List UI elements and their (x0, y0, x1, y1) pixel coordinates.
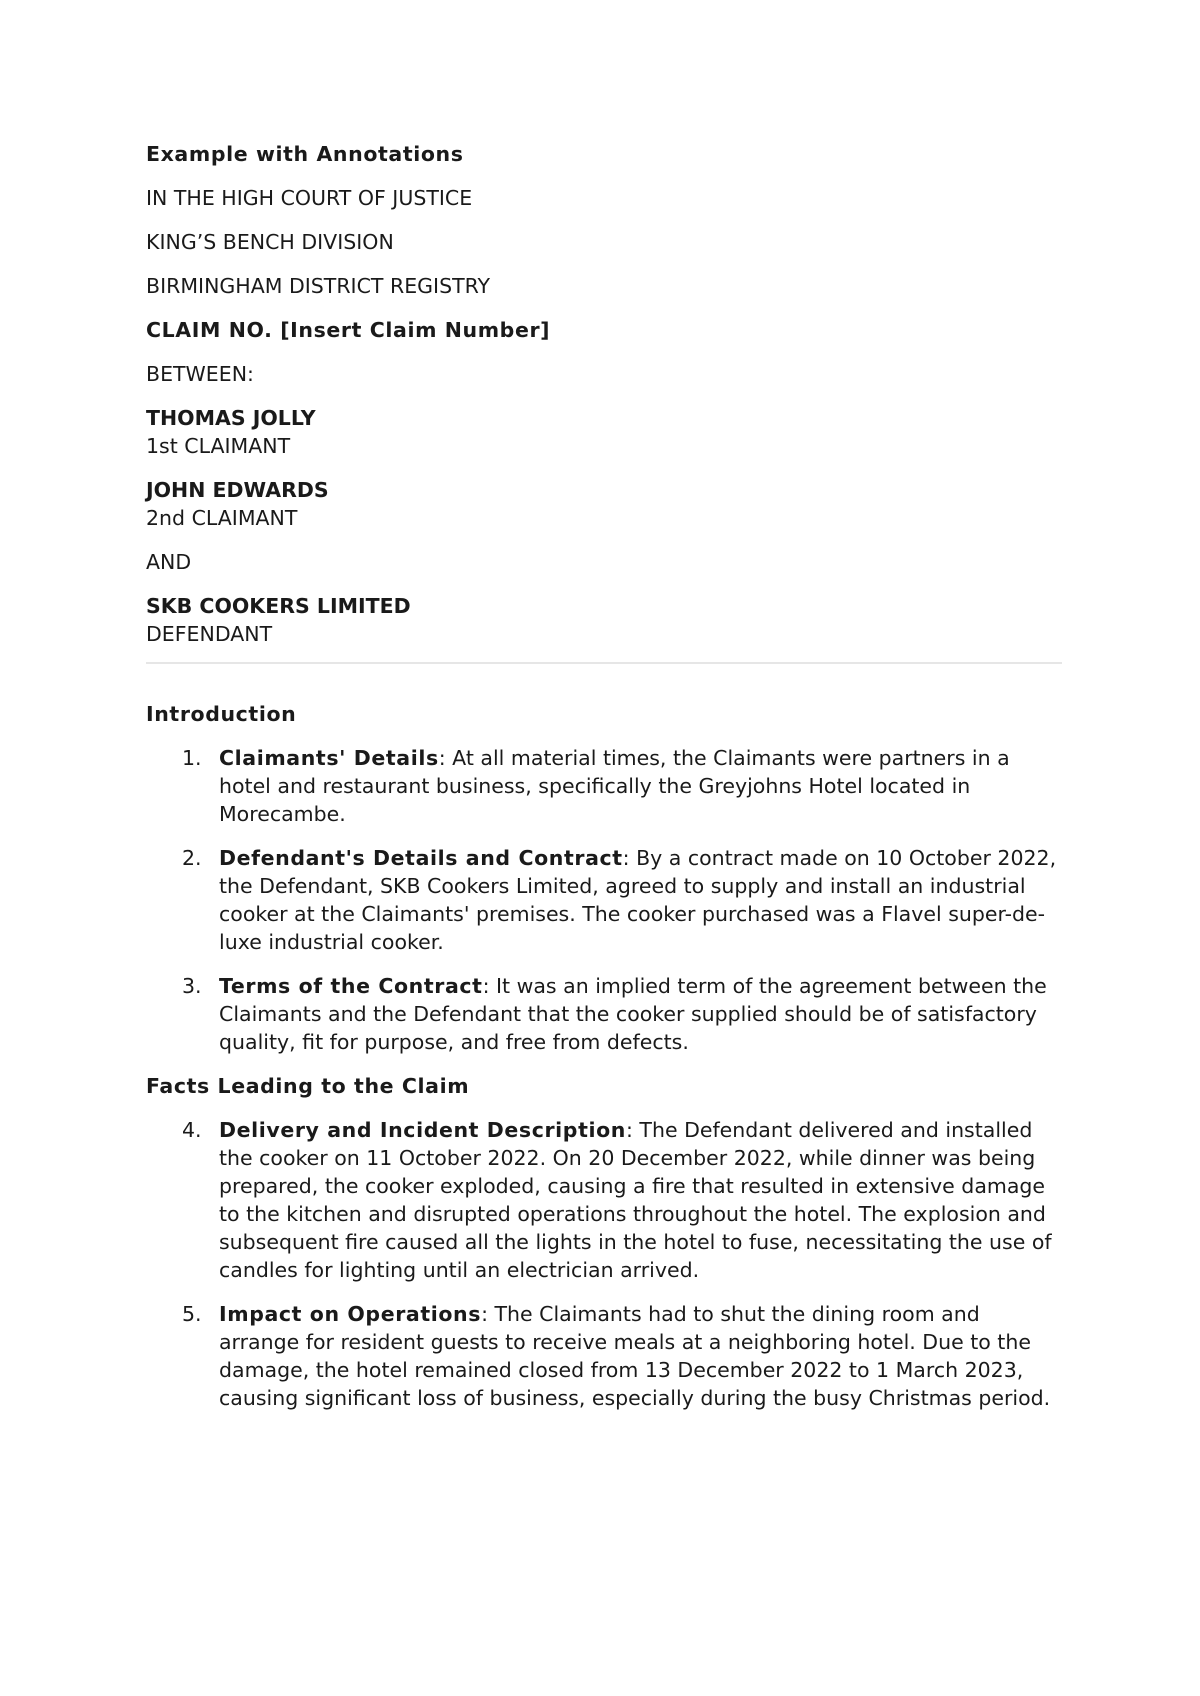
defendant-name: SKB COOKERS LIMITED (146, 594, 411, 618)
defendant-block (146, 592, 1062, 648)
item-text: : The Claimants had to shut the dining room and arrange for resident guests to receive meals at a neighboring hotel. Due to the damage, the hotel remained closed from 13 December 2022 to 1 March 2023, causing significant loss of business, especially during the busy Christmas period. (219, 1302, 1051, 1410)
list-item (146, 744, 1062, 828)
list-item (146, 1300, 1062, 1412)
item-term: Claimants' Details (219, 746, 439, 770)
list-item (146, 844, 1062, 956)
section-title-introduction: Introduction (146, 702, 297, 726)
document-title: Example with Annotations (146, 142, 464, 166)
claimant-1-block (146, 404, 1062, 460)
item-text: : By a contract made on 10 October 2022, the Defendant, SKB Cookers Limited, agreed to supply and install an industrial cooker at the Claimants' premises. The cooker purchased was a Flavel super-de-luxe industrial cooker. (219, 846, 1057, 954)
item-term: Defendant's Details and Contract (219, 846, 623, 870)
claimant-2-role: 2nd CLAIMANT (146, 506, 298, 530)
district-registry: BIRMINGHAM DISTRICT REGISTRY (146, 274, 491, 298)
claim-number: CLAIM NO. [Insert Claim Number] (146, 318, 551, 342)
facts-list (146, 1116, 1062, 1412)
item-number: 2. (182, 846, 202, 870)
court-division: KING’S BENCH DIVISION (146, 230, 394, 254)
item-number: 1. (182, 746, 202, 770)
claimant-1-name: THOMAS JOLLY (146, 406, 316, 430)
item-text: : The Defendant delivered and installed the cooker on 11 October 2022. On 20 December 2022, while dinner was being prepared, the cooker exploded, causing a fire that resulted in extensive damage to the kitchen and disrupted operations throughout the hotel. The explosion and subsequent fire caused all the lights in the hotel to fuse, necessitating the use of candles for lighting until an electrician arrived. (219, 1118, 1052, 1282)
list-item (146, 972, 1062, 1056)
item-number: 3. (182, 974, 202, 998)
item-text: : It was an implied term of the agreement between the Claimants and the Defendant that the cooker supplied should be of satisfactory quality, fit for purpose, and free from defects. (219, 974, 1047, 1054)
introduction-list (146, 744, 1062, 1056)
item-term: Delivery and Incident Description (219, 1118, 626, 1142)
item-term: Impact on Operations (219, 1302, 482, 1326)
item-term: Terms of the Contract (219, 974, 483, 998)
item-text: : At all material times, the Claimants were partners in a hotel and restaurant business, specifically the Greyjohns Hotel located in Morecambe. (219, 746, 1010, 826)
list-item (146, 1116, 1062, 1284)
section-title-facts: Facts Leading to the Claim (146, 1074, 470, 1098)
and-label: AND (146, 550, 192, 574)
claimant-1-role: 1st CLAIMANT (146, 434, 291, 458)
court-name: IN THE HIGH COURT OF JUSTICE (146, 186, 473, 210)
section-divider (146, 662, 1062, 664)
claimant-2-name: JOHN EDWARDS (146, 478, 329, 502)
item-number: 4. (182, 1118, 202, 1142)
claimant-2-block (146, 476, 1062, 532)
document-page (146, 140, 1062, 1428)
defendant-role: DEFENDANT (146, 622, 273, 646)
between-label: BETWEEN: (146, 362, 254, 386)
item-number: 5. (182, 1302, 202, 1326)
